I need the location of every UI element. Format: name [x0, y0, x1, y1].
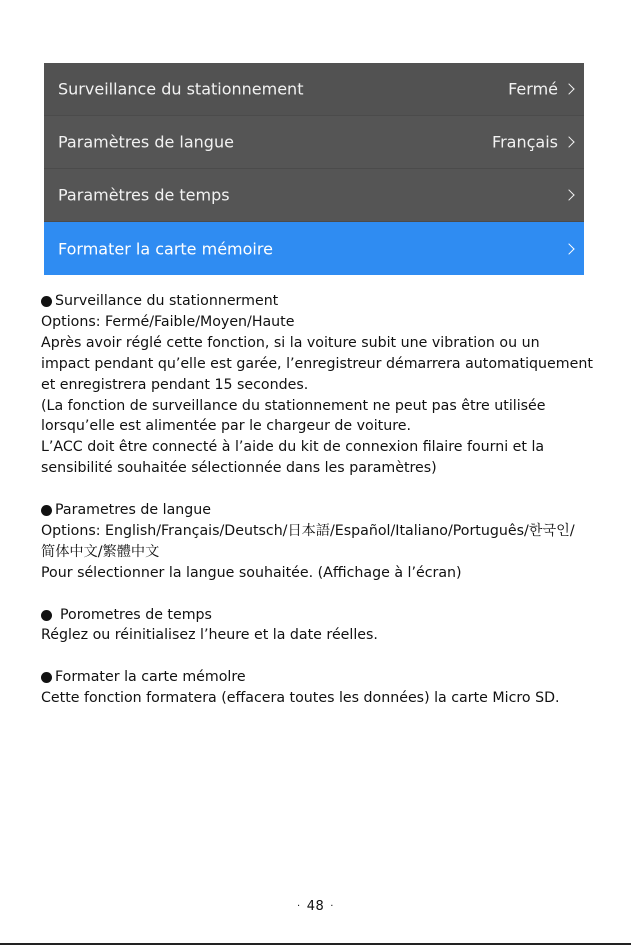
body-line: Réglez ou réinitialisez l’heure et la date réelles.	[41, 627, 378, 644]
body-line: 简体中文/繁體中文	[41, 543, 160, 560]
dot-separator: ·	[330, 901, 334, 912]
chevron-right-icon	[563, 243, 574, 254]
page-number-value: 48	[306, 899, 325, 914]
body-line: Pour sélectionner la langue souhaitée. (Affichage à l’écran)	[41, 564, 462, 581]
dot-separator: ·	[297, 901, 301, 912]
bullet-icon	[41, 296, 52, 307]
settings-menu	[44, 63, 584, 275]
section-parking	[41, 291, 611, 479]
body-line: L’ACC doit être connecté à l’aide du kit de connexion filaire fourni et la	[41, 439, 545, 456]
body-line: Options: English/Français/Deutsch/日本語/Español/Italiano/Português/한국인/	[41, 522, 575, 539]
section-heading	[41, 500, 611, 521]
heading-text: Porometres de temps	[60, 606, 212, 623]
menu-item-label: Paramètres de langue	[58, 132, 234, 152]
heading-text: Surveillance du stationnerment	[55, 293, 279, 309]
body-line: impact pendant qu’elle est garée, l’enregistreur démarrera automatiquement	[41, 355, 593, 372]
menu-item-label: Surveillance du stationnement	[58, 79, 304, 99]
menu-item-language-settings[interactable]	[44, 116, 584, 168]
section-heading	[41, 667, 611, 688]
body-line: Cette fonction formatera (effacera toutes les données) la carte Micro SD.	[41, 690, 560, 707]
menu-item-parking-surveillance[interactable]	[44, 63, 584, 115]
chevron-right-icon	[563, 189, 574, 200]
menu-item-time-settings[interactable]	[44, 169, 584, 221]
body-line: et enregistrera pendant 15 secondes.	[41, 376, 309, 393]
body-line: Après avoir réglé cette fonction, si la voiture subit une vibration ou un	[41, 334, 540, 351]
bullet-icon	[41, 672, 52, 683]
manual-text	[41, 291, 611, 709]
menu-item-format-memory-card[interactable]	[44, 222, 584, 275]
bottom-rule	[0, 943, 631, 945]
body-line: sensibilité souhaitée sélectionnée dans les paramètres)	[41, 460, 437, 477]
heading-text: Formater la carte mémolre	[55, 669, 246, 686]
section-time	[41, 605, 611, 647]
section-language	[41, 500, 611, 584]
chevron-right-icon	[563, 136, 574, 147]
bullet-icon	[41, 505, 52, 516]
body-line: lorsqu’elle est alimentée par le chargeur de voiture.	[41, 418, 411, 435]
menu-item-value: Fermé	[508, 79, 558, 99]
page-number	[0, 899, 631, 914]
menu-item-label: Paramètres de temps	[58, 185, 230, 205]
section-format	[41, 667, 611, 709]
body-line: Options: Fermé/Faible/Moyen/Haute	[41, 313, 295, 330]
bullet-icon	[41, 610, 52, 621]
heading-text: Parametres de langue	[55, 502, 211, 519]
section-heading	[41, 291, 611, 312]
menu-item-value: Français	[492, 132, 558, 152]
chevron-right-icon	[563, 83, 574, 94]
body-line: (La fonction de surveillance du stationnement ne peut pas être utilisée	[41, 397, 546, 414]
menu-item-label: Formater la carte mémoire	[58, 239, 273, 258]
section-heading	[41, 605, 611, 626]
